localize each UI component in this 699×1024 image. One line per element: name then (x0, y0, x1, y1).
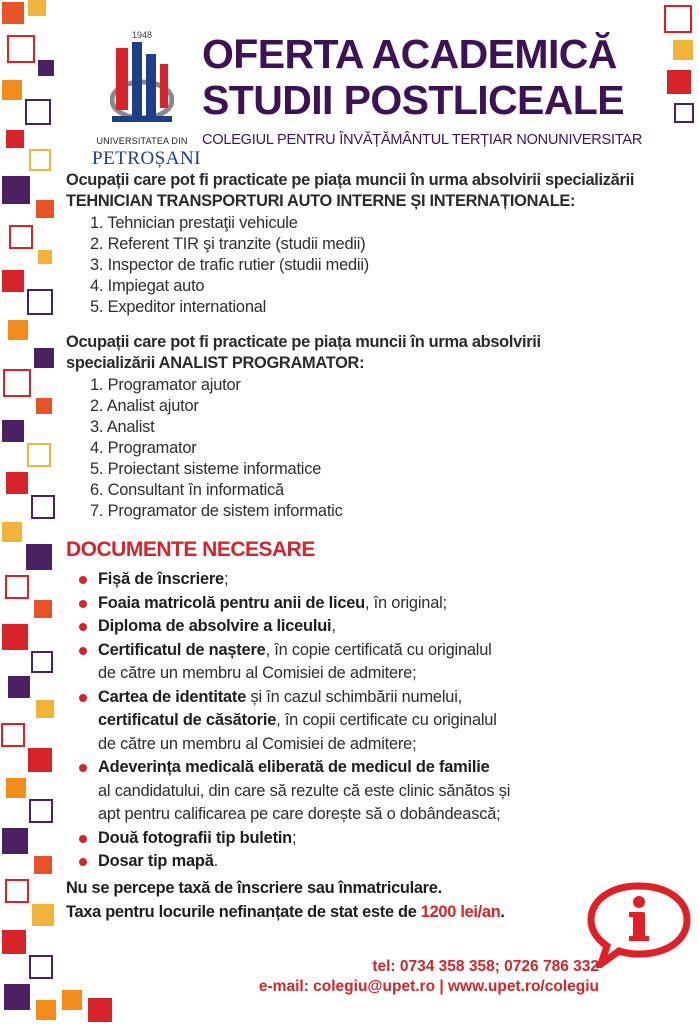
list-item: 4. Impiegat auto (90, 277, 205, 295)
list-item: 7. Programator de sistem informatic (90, 502, 343, 520)
contact-phone: tel: 0734 358 358; 0726 786 332 (372, 958, 599, 975)
logo-city-text: PETROȘANI (92, 148, 202, 169)
documents-heading: DOCUMENTE NECESARE (66, 538, 315, 561)
logo-emblem (110, 40, 174, 132)
section2-occupation-list (66, 375, 686, 522)
fee-note-line2: Taxa pentru locurile nefinanțate de stat este de 1200 lei/an. (66, 902, 505, 921)
list-item: 4. Programator (90, 439, 197, 457)
section1-intro-line1: Ocupații care pot fi practicate pe piața muncii în urma absolvirii specializării (66, 171, 635, 189)
main-content (66, 170, 686, 924)
fee-note-line1: Nu se percepe taxă de înscriere sau înmatriculare. (66, 878, 442, 897)
section1-occupation-list (66, 213, 686, 318)
info-icon (585, 880, 693, 968)
list-item: 2. Analist ajutor (90, 397, 199, 415)
university-logo (92, 30, 202, 169)
decorative-squares-bottom (60, 984, 140, 1024)
list-item: 2. Referent TIR şi tranzite (studii medii) (90, 235, 366, 253)
list-item: 3. Analist (90, 418, 155, 436)
bullet-icon (79, 835, 87, 843)
document-item: Fișă de înscriere; (76, 568, 686, 592)
document-item: Foaia matricolă pentru anii de liceu, în original; (76, 592, 686, 616)
decorative-squares-strip (0, 0, 60, 1024)
bullet-icon (79, 576, 87, 584)
list-item: 1. Tehnician prestaţii vehicule (90, 214, 298, 232)
document-item: Dosar tip mapă. (76, 850, 686, 874)
documents-list (66, 568, 686, 874)
bullet-icon (79, 623, 87, 631)
list-item: 3. Inspector de trafic rutier (studii medii) (90, 256, 370, 274)
list-item: 5. Expeditor international (90, 298, 267, 316)
page-title-line1: OFERTA ACADEMICĂ (202, 31, 617, 77)
list-item: 5. Proiectant sisteme informatice (90, 460, 322, 478)
page-subtitle: COLEGIUL PENTRU ÎNVĂȚĂMÂNTUL TERȚIAR NONUNIVERSITAR (202, 132, 643, 148)
logo-year: 1948 (131, 30, 153, 40)
contact-email-website[interactable]: e-mail: colegiu@upet.ro | www.upet.ro/colegiu (258, 978, 599, 995)
document-item: Certificatul de naștere, în copie certificată cu originalul de către un membru al Comisiei de admitere; (76, 639, 686, 686)
section1-intro-line2: TEHNICIAN TRANSPORTURI AUTO INTERNE ȘI INTERNAȚIONALE: (66, 192, 576, 210)
document-item: Cartea de identitate și în cazul schimbării numelui, certificatul de căsătorie, în copii certificate cu originalul de către un membru al Comisiei de admitere; (76, 686, 686, 757)
list-item: 6. Consultant în informatică (90, 481, 284, 499)
fee-amount: 1200 lei/an (420, 902, 501, 921)
section2-intro-line2: specializării ANALIST PROGRAMATOR: (66, 354, 365, 372)
document-item: Diploma de absolvire a liceului, (76, 615, 686, 639)
logo-university-text: UNIVERSITATEA DIN (96, 136, 188, 146)
bullet-icon (79, 764, 87, 772)
bullet-icon (79, 647, 87, 655)
document-item: Două fotografii tip buletin; (76, 827, 686, 851)
section2-intro (66, 332, 686, 374)
section1-intro (66, 170, 686, 212)
page-title-line2: STUDII POSTLICEALE (202, 77, 625, 123)
section2-intro-line1: Ocupații care pot fi practicate pe piața muncii în urma absolvirii (66, 333, 541, 351)
document-item: Adeverința medicală eliberată de medicul de familie al candidatului, din care să rezulte că este clinic sănătos și apt pentru calificarea pe care dorește să o dobândească; (76, 756, 686, 827)
bullet-icon (79, 858, 87, 866)
bullet-icon (79, 694, 87, 702)
bullet-icon (79, 600, 87, 608)
list-item: 1. Programator ajutor (90, 376, 241, 394)
